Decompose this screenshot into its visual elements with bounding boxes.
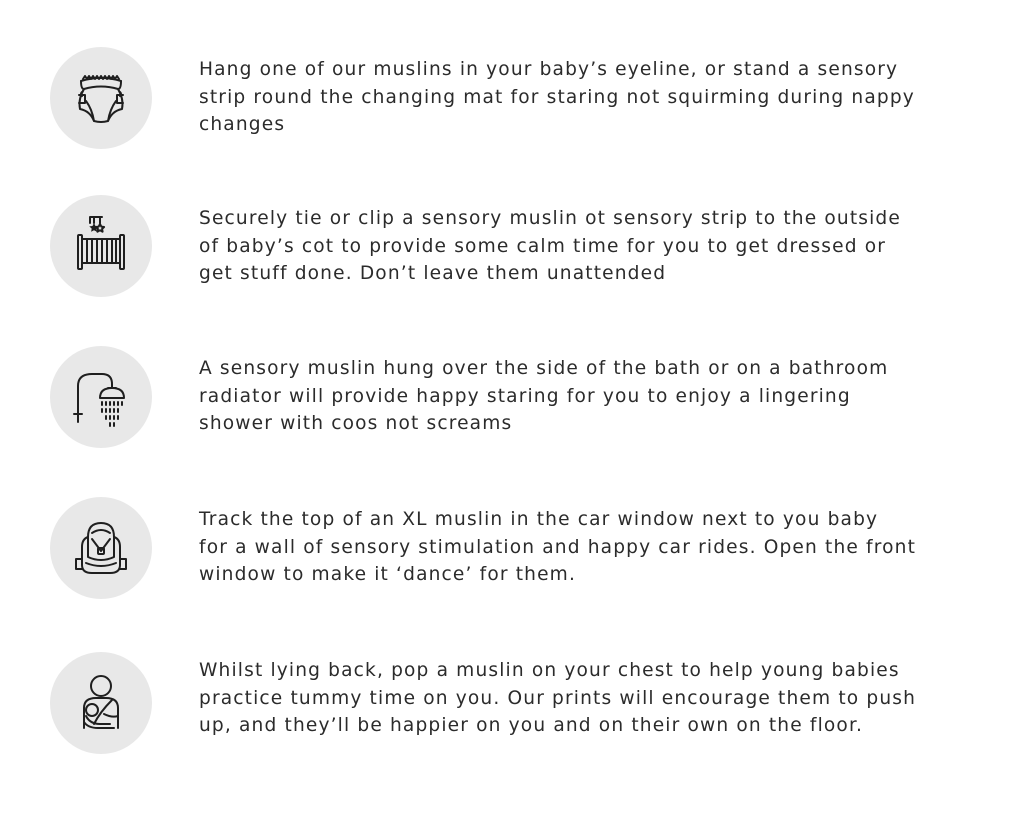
- tip-item-nappy: [0, 42, 1024, 152]
- tip-text: Whilst lying back, pop a muslin on your chest to help young babies practice tummy time on you. Our prints will encourage them to push up, and they’ll be happier on you and on their own on the floor.: [199, 660, 917, 736]
- parent-holding-baby-icon-graphic: [68, 670, 134, 736]
- shower-icon: [50, 346, 152, 448]
- cot-mobile-icon: [50, 195, 152, 297]
- tip-item-shower: [0, 341, 1024, 451]
- nappy-icon: [50, 47, 152, 149]
- tip-text: Securely tie or clip a sensory muslin ot sensory strip to the outside of baby’s cot to provide some calm time for you to get dressed or get stuff done. Don’t leave them unattended: [199, 208, 901, 284]
- tip-text: Track the top of an XL muslin in the car window next to you baby for a wall of sensory stimulation and happy car rides. Open the front window to make it ‘dance’ for them.: [199, 509, 917, 585]
- car-seat-icon-graphic: [68, 515, 134, 581]
- tip-item-cot: [0, 191, 1024, 301]
- parent-holding-baby-icon: [50, 652, 152, 754]
- nappy-icon-graphic: [68, 65, 134, 131]
- car-seat-icon: [50, 497, 152, 599]
- tip-text: A sensory muslin hung over the side of the bath or on a bathroom radiator will provide happy staring for you to enjoy a lingering shower with coos not screams: [199, 358, 889, 434]
- tip-item-parent-baby: [0, 644, 1024, 754]
- tip-text: Hang one of our muslins in your baby’s eyeline, or stand a sensory strip round the changing mat for staring not squirming during nappy changes: [199, 59, 915, 135]
- tip-item-car-seat: [0, 492, 1024, 602]
- cot-mobile-icon-graphic: [68, 213, 134, 279]
- shower-icon-graphic: [68, 364, 134, 430]
